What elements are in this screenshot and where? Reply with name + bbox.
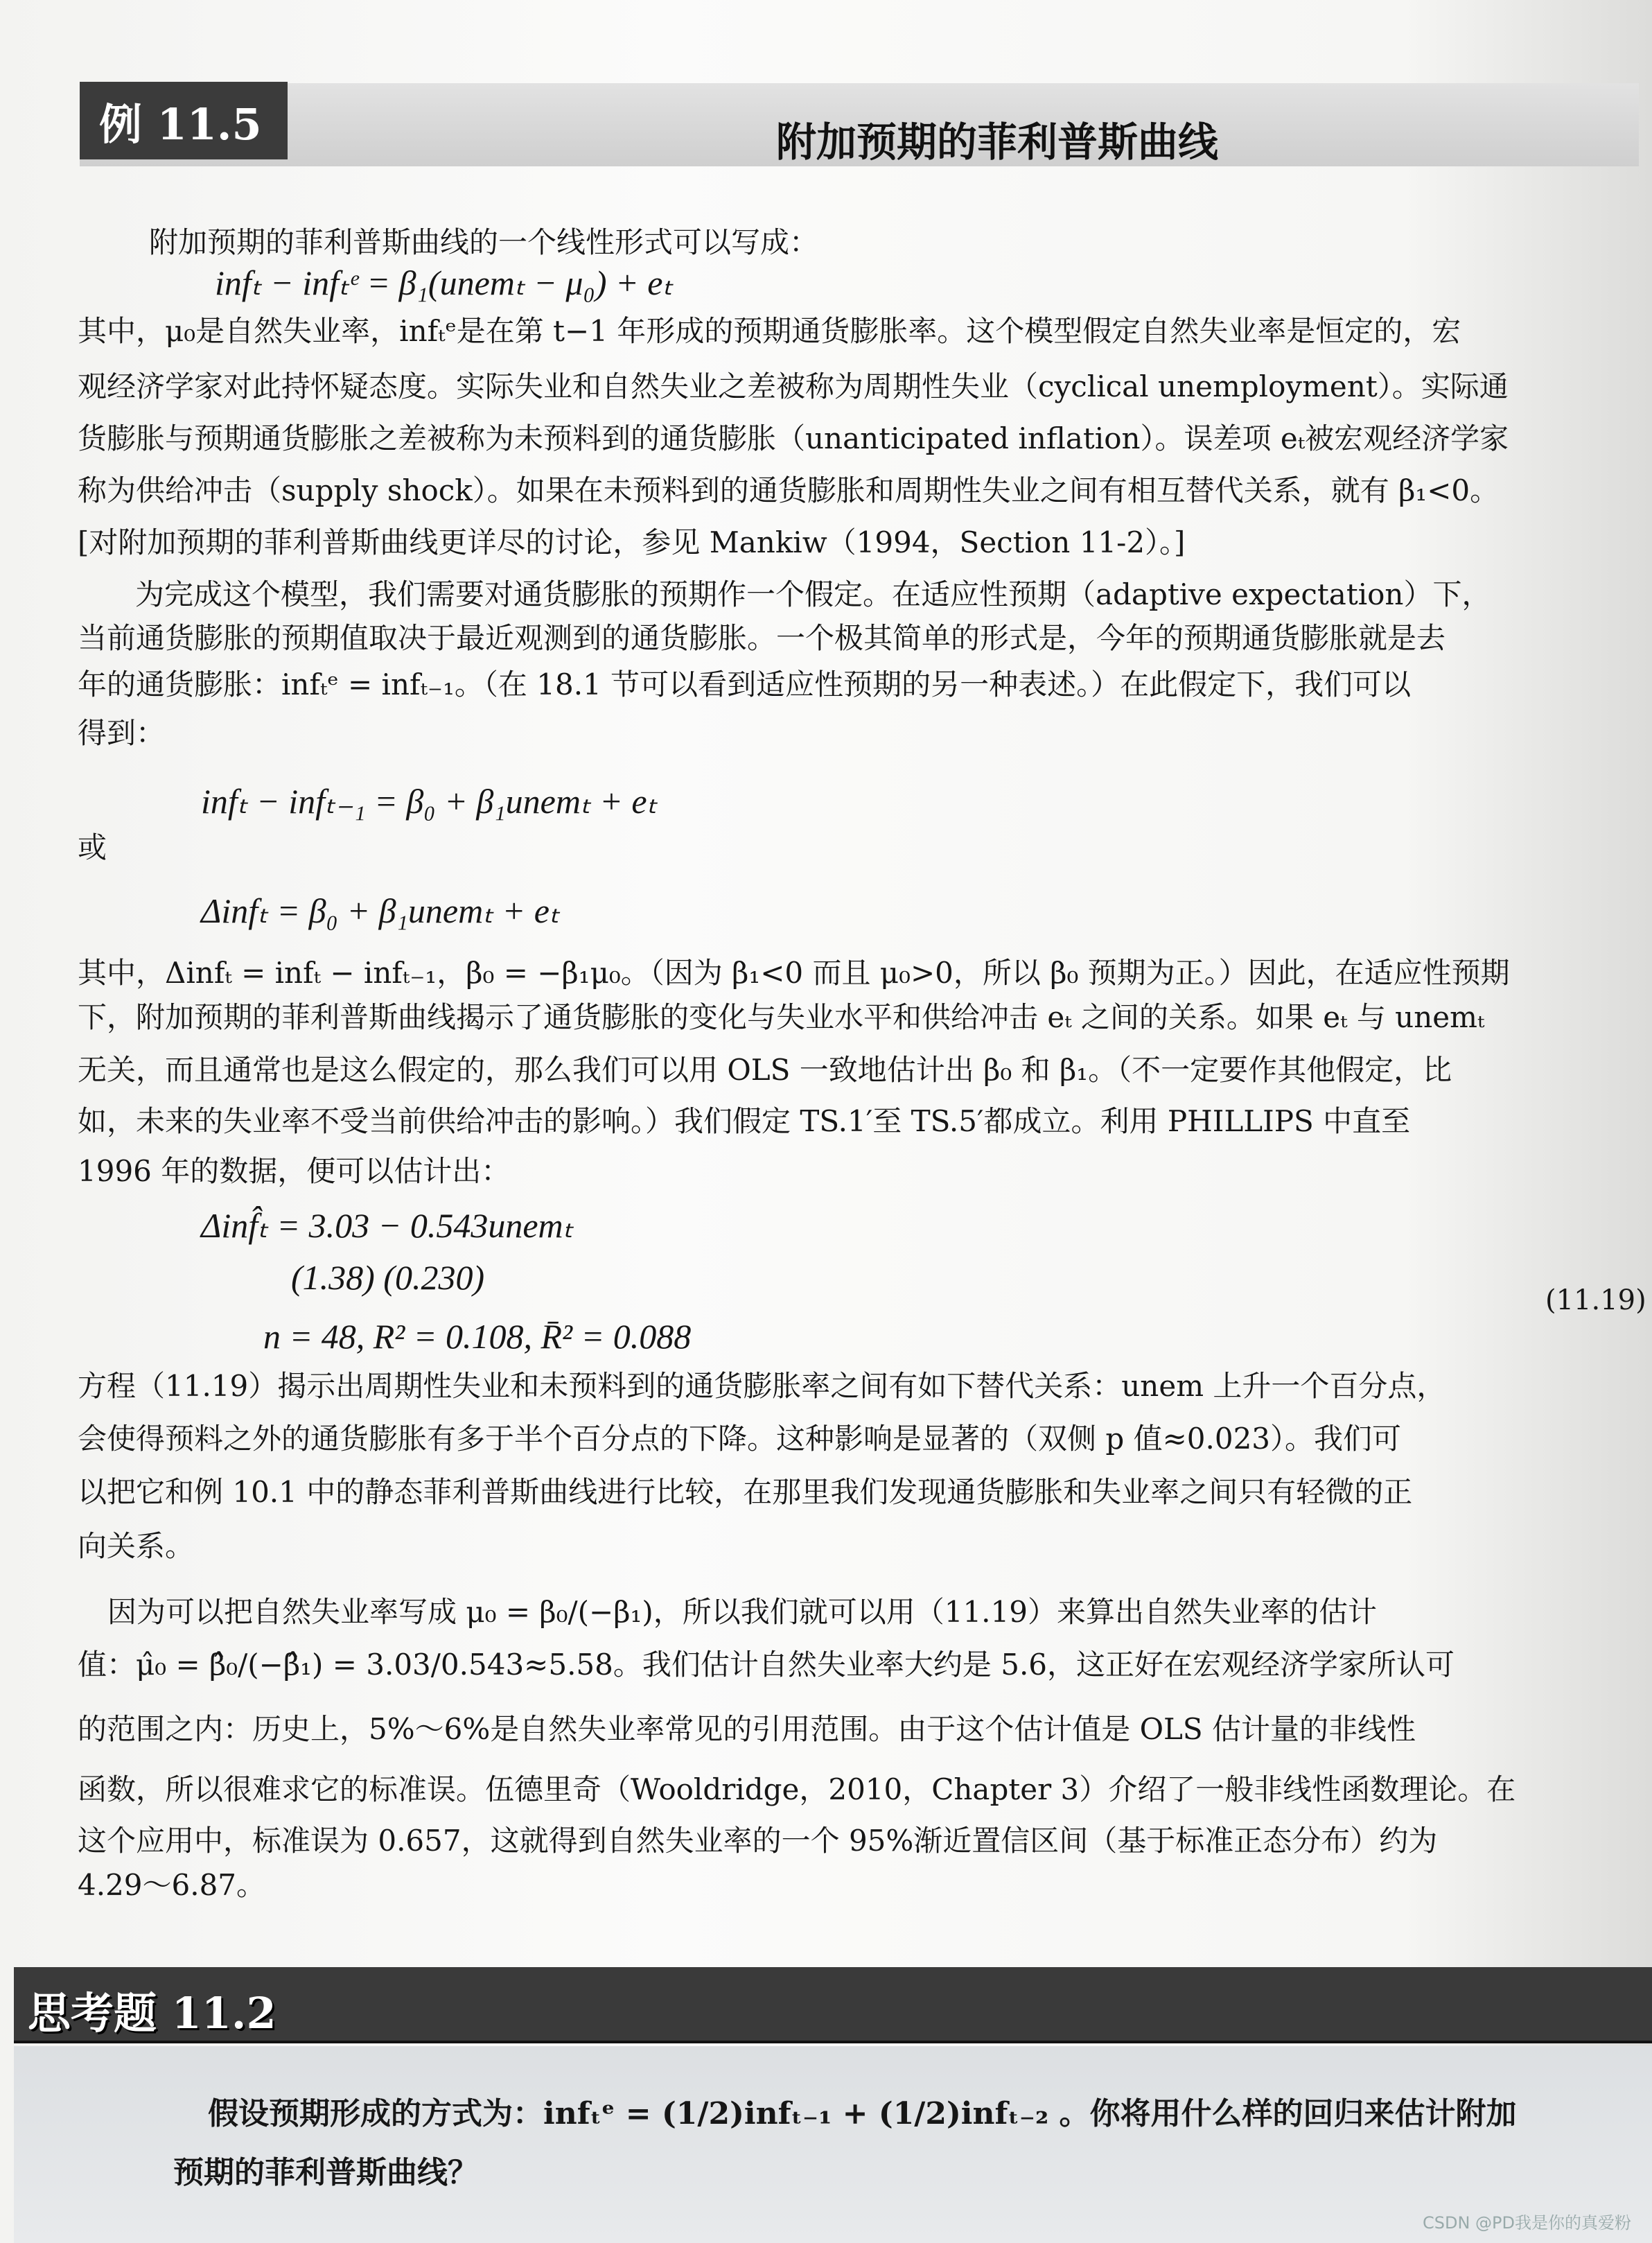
text-line: 当前通货膨胀的预期值取决于最近观测到的通货膨胀。一个极其简单的形式是，今年的预期通货膨胀就是去 bbox=[78, 621, 1446, 655]
text-line: 年的通货膨胀：infₜᵉ = infₜ₋₁。（在 18.1 节可以看到适应性预期的另一种表述。）在此假定下，我们可以 bbox=[78, 667, 1412, 701]
equation-number: (11.19) bbox=[1545, 1284, 1646, 1316]
exercise-line: 假设预期形成的方式为：infₜᵉ = (1/2)infₜ₋₁ + (1/2)infₜ₋₂ 。你将用什么样的回归来估计附加 bbox=[208, 2096, 1517, 2131]
text-line: 无关，而且通常也是这么假定的，那么我们可以用 OLS 一致地估计出 β₀ 和 β₁。（不一定要作其他假定，比 bbox=[78, 1053, 1452, 1087]
equation-line: Δinfₜ = β₀ + β₁unemₜ + eₜ bbox=[201, 891, 560, 930]
text-line: 的范围之内：历史上，5%～6%是自然失业率常见的引用范围。由于这个估计值是 OLS 估计量的非线性 bbox=[78, 1712, 1416, 1746]
text-line: 函数，所以很难求它的标准误。伍德里奇（Wooldridge，2010，Chapter 3）介绍了一般非线性函数理论。在 bbox=[78, 1772, 1516, 1806]
example-tag bbox=[80, 82, 288, 159]
watermark: CSDN @PD我是你的真爱粉 bbox=[1422, 2213, 1631, 2233]
text-line: 得到： bbox=[78, 716, 166, 750]
text-line: 其中，μ₀是自然失业率，infₜᵉ是在第 t−1 年形成的预期通货膨胀率。这个模型假定自然失业率是恒定的，宏 bbox=[78, 314, 1461, 348]
equation-line: infₜ − infₜᵉ = β₁(unemₜ − μ₀) + eₜ bbox=[215, 263, 674, 302]
text-line: 如，未来的失业率不受当前供给冲击的影响。）我们假定 TS.1′至 TS.5′都成立。利用 PHILLIPS 中直至 bbox=[78, 1104, 1411, 1138]
text-line: 4.29～6.87。 bbox=[78, 1868, 266, 1902]
text-line: 货膨胀与预期通货膨胀之差被称为未预料到的通货膨胀（unanticipated inflation）。误差项 eₜ被宏观经济学家 bbox=[78, 421, 1509, 455]
equation-line: infₜ − infₜ₋₁ = β₀ + β₁unemₜ + eₜ bbox=[201, 782, 658, 821]
example-title: 附加预期的菲利普斯曲线 bbox=[776, 119, 1219, 166]
text-line: 方程（11.19）揭示出周期性失业和未预料到的通货膨胀率之间有如下替代关系：unem 上升一个百分点， bbox=[78, 1369, 1446, 1403]
example-number: 例 11.5 bbox=[99, 98, 262, 150]
exercise-body bbox=[14, 2046, 1652, 2243]
text-line: 其中，Δinfₜ = infₜ − infₜ₋₁，β₀ = −β₁μ₀。（因为 β₁<0 而且 μ₀>0，所以 β₀ 预期为正。）因此，在适应性预期 bbox=[78, 956, 1510, 990]
text-line: 1996 年的数据，便可以估计出： bbox=[78, 1154, 511, 1188]
text-line: 值：μ̂₀ = β̂₀/(−β̂₁) = 3.03/0.543≈5.58。我们估计自然失业率大约是 5.6，这正好在宏观经济学家所认可 bbox=[78, 1648, 1455, 1682]
text-line: 附加预期的菲利普斯曲线的一个线性形式可以写成： bbox=[149, 225, 819, 259]
text-line: 下，附加预期的菲利普斯曲线揭示了通货膨胀的变化与失业水平和供给冲击 eₜ 之间的关系。如果 eₜ 与 unemₜ bbox=[78, 1000, 1485, 1034]
text-line: 因为可以把自然失业率写成 μ₀ = β₀/(−β₁)，所以我们就可以用（11.19）来算出自然失业率的估计 bbox=[107, 1595, 1377, 1629]
exercise-line: 预期的菲利普斯曲线？ bbox=[173, 2155, 478, 2190]
exercise-title: 思考题 11.2 bbox=[28, 1988, 276, 2039]
text-line: 观经济学家对此持怀疑态度。实际失业和自然失业之差被称为周期性失业（cyclical unemployment）。实际通 bbox=[78, 369, 1509, 403]
text-line: 称为供给冲击（supply shock）。如果在未预料到的通货膨胀和周期性失业之间有相互替代关系，就有 β₁<0。 bbox=[78, 473, 1500, 507]
text-line: 为完成这个模型，我们需要对通货膨胀的预期作一个假定。在适应性预期（adaptive expectation）下， bbox=[135, 577, 1491, 611]
text-line: 这个应用中，标准误为 0.657，这就得到自然失业率的一个 95%渐近置信区间（基于标准正态分布）约为 bbox=[78, 1824, 1438, 1858]
text-line: [对附加预期的菲利普斯曲线更详尽的讨论，参见 Mankiw（1994，Section 11-2）。] bbox=[78, 525, 1186, 559]
text-line: 以把它和例 10.1 中的静态菲利普斯曲线进行比较，在那里我们发现通货膨胀和失业率之间只有轻微的正 bbox=[78, 1475, 1413, 1509]
text-line: 或 bbox=[78, 830, 107, 864]
equation-line: n = 48, R² = 0.108, R̄² = 0.088 bbox=[263, 1317, 692, 1356]
text-line: 向关系。 bbox=[78, 1529, 195, 1563]
equation-line: Δinf̂ₜ = 3.03 − 0.543unemₜ bbox=[201, 1206, 574, 1245]
equation-line: (1.38) (0.230) bbox=[291, 1258, 485, 1297]
text-line: 会使得预料之外的通货膨胀有多于半个百分点的下降。这种影响是显著的（双侧 p 值≈0.023）。我们可 bbox=[78, 1422, 1402, 1456]
